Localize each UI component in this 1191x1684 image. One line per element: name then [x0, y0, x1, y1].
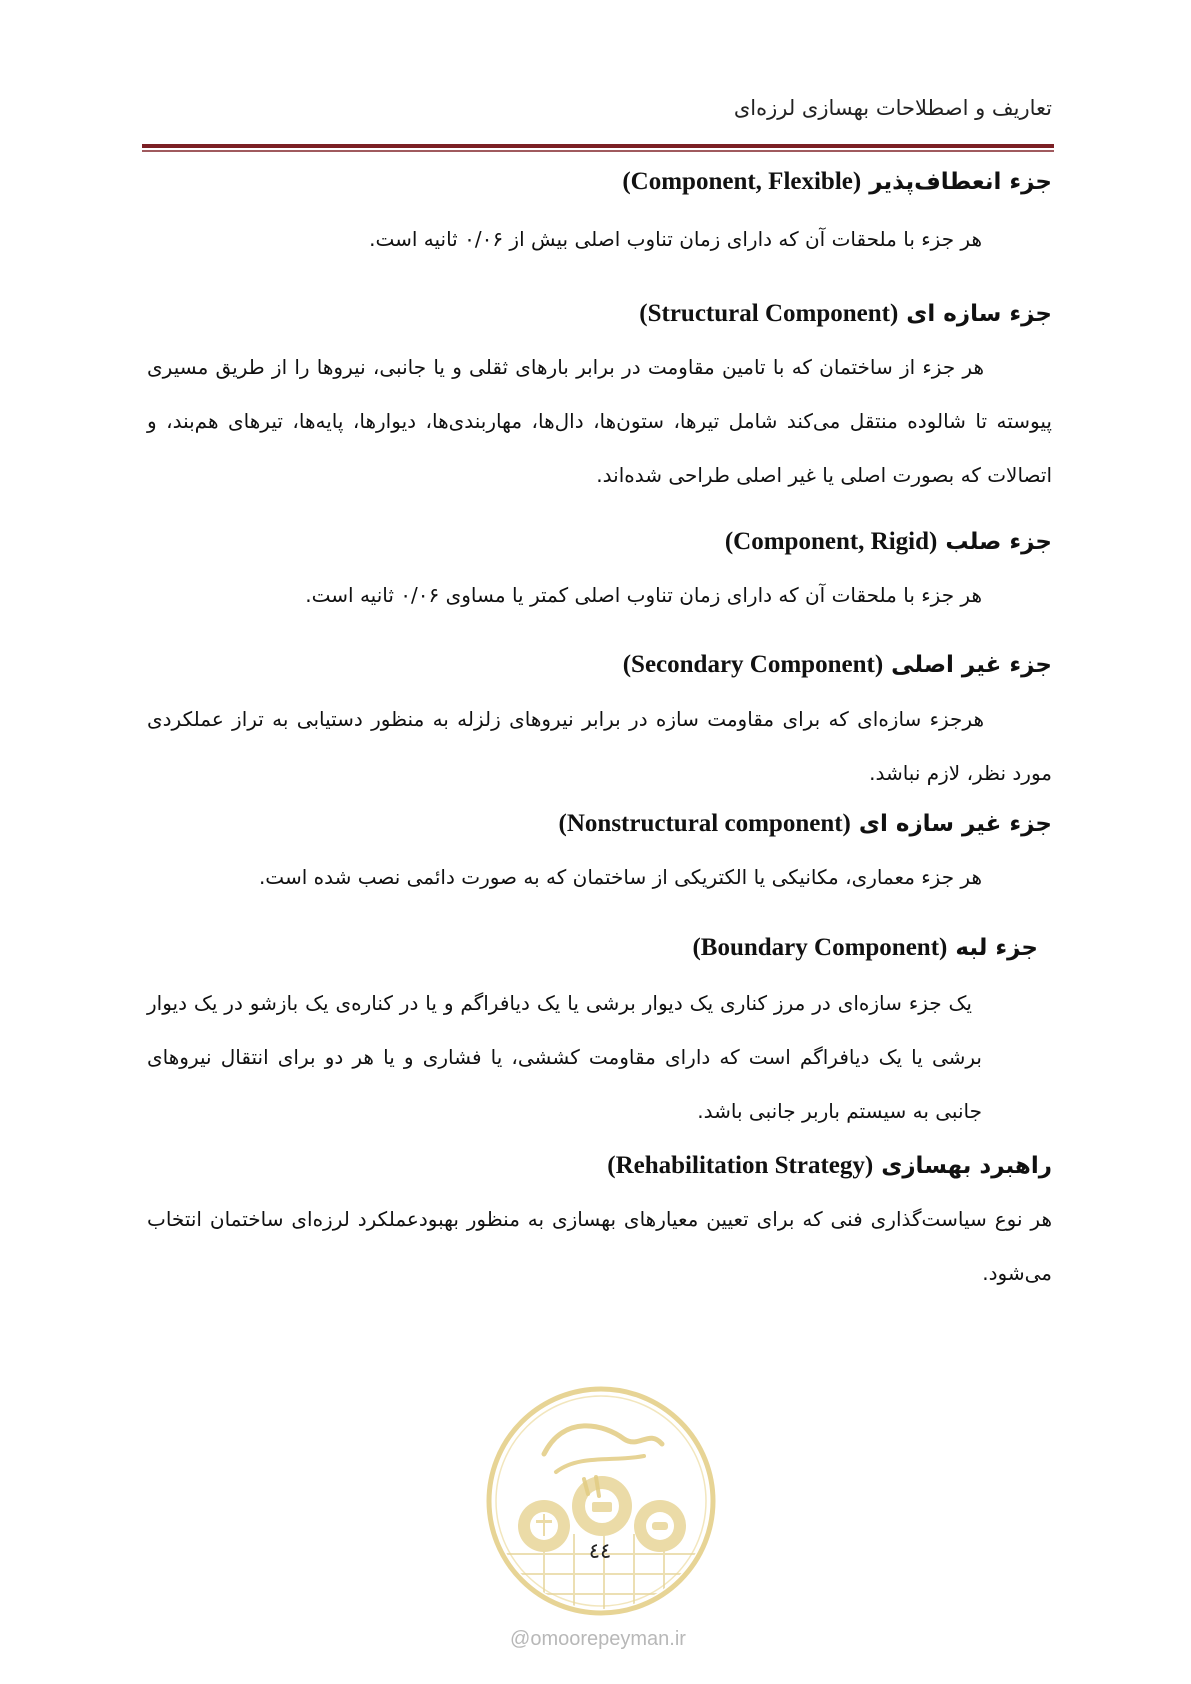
term-fa: جزء صلب: [945, 529, 1052, 555]
term-en: (Component, Flexible): [622, 168, 862, 195]
term-fa: جزء انعطاف‌پذیر: [869, 169, 1052, 195]
term-en: (Component, Rigid): [724, 528, 938, 555]
page-header-title: تعاریف و اصطلاحات بهسازی لرزه‌ای: [733, 96, 1052, 120]
term-definition: هرجزء سازه‌ای که برای مقاومت سازه در برابر نیروهای زلزله به منظور دستیابی به تراز عملکردی مورد نظر، لازم نباشد.: [147, 707, 1052, 785]
term-definition: هر جزء با ملحقات آن که دارای زمان تناوب اصلی بیش از ۰/۰۶ ثانیه است.: [369, 227, 982, 251]
header-rule-thin: [142, 150, 1054, 152]
term-fa: جزء غیر اصلی: [891, 652, 1052, 678]
header-rule-thick: [142, 144, 1054, 148]
term-heading-structural-component: [147, 300, 1052, 328]
term-fa: جزء لبه: [955, 935, 1038, 961]
term-en: (Structural Component): [639, 300, 899, 327]
term-en: (Boundary Component): [692, 934, 948, 961]
term-fa: جزء سازه ای: [906, 301, 1052, 327]
term-definition: یک جزء سازه‌ای در مرز کناری یک دیوار برشی یا یک دیافراگم و یا در کناره‌ی یک بازشو در یک دیوار برشی یا یک دیافراگم است که دارای مقاومت کششی، یا فشاری و یا هر دو برای انتقال نیروهای جانبی به سیستم باربر جانبی باشد.: [147, 991, 982, 1123]
term-fa: جزء غیر سازه ای: [858, 811, 1052, 837]
term-definition: هر نوع سیاست‌گذاری فنی که برای تعیین معیارهای بهسازی به منظور بهبودعملکرد لرزه‌ای ساختمان انتخاب می‌شود.: [147, 1207, 1052, 1285]
term-en: (Nonstructural component): [558, 810, 851, 837]
term-fa: راهبرد بهسازی: [881, 1153, 1052, 1179]
term-heading-rigid-component: [147, 528, 1052, 556]
term-heading-rehabilitation-strategy: [147, 1152, 1052, 1180]
term-definition: هر جزء از ساختمان که با تامین مقاومت در برابر بارهای ثقلی و یا جانبی، نیروها را از طریق مسیری پیوسته تا شالوده منتقل می‌کند شامل تیرها، ستون‌ها، دال‌ها، مهاربندی‌ها، دیوارها، پایه‌ها، تیرهای هم‌بند، و اتصالات که بصورت اصلی یا غیر اصلی طراحی شده‌اند.: [147, 355, 1052, 487]
term-en: (Secondary Component): [622, 651, 884, 678]
term-en: (Rehabilitation Strategy): [607, 1152, 874, 1179]
term-definition: هر جزء با ملحقات آن که دارای زمان تناوب اصلی کمتر یا مساوی ۰/۰۶ ثانیه است.: [305, 583, 982, 607]
watermark-logo: [484, 1384, 718, 1618]
term-definition: هر جزء معماری، مکانیکی یا الکتریکی از ساختمان که به صورت دائمی نصب شده است.: [258, 865, 982, 889]
page-number: ٤٤: [588, 1539, 612, 1563]
term-heading-flexible-component: [147, 168, 1052, 196]
watermark-site: @omoorepeyman.ir: [510, 1628, 686, 1650]
term-heading-nonstructural-component: [147, 810, 1052, 838]
term-heading-boundary-component: [147, 934, 1038, 962]
header-rule: [142, 144, 1054, 152]
term-heading-secondary-component: [147, 651, 1052, 679]
